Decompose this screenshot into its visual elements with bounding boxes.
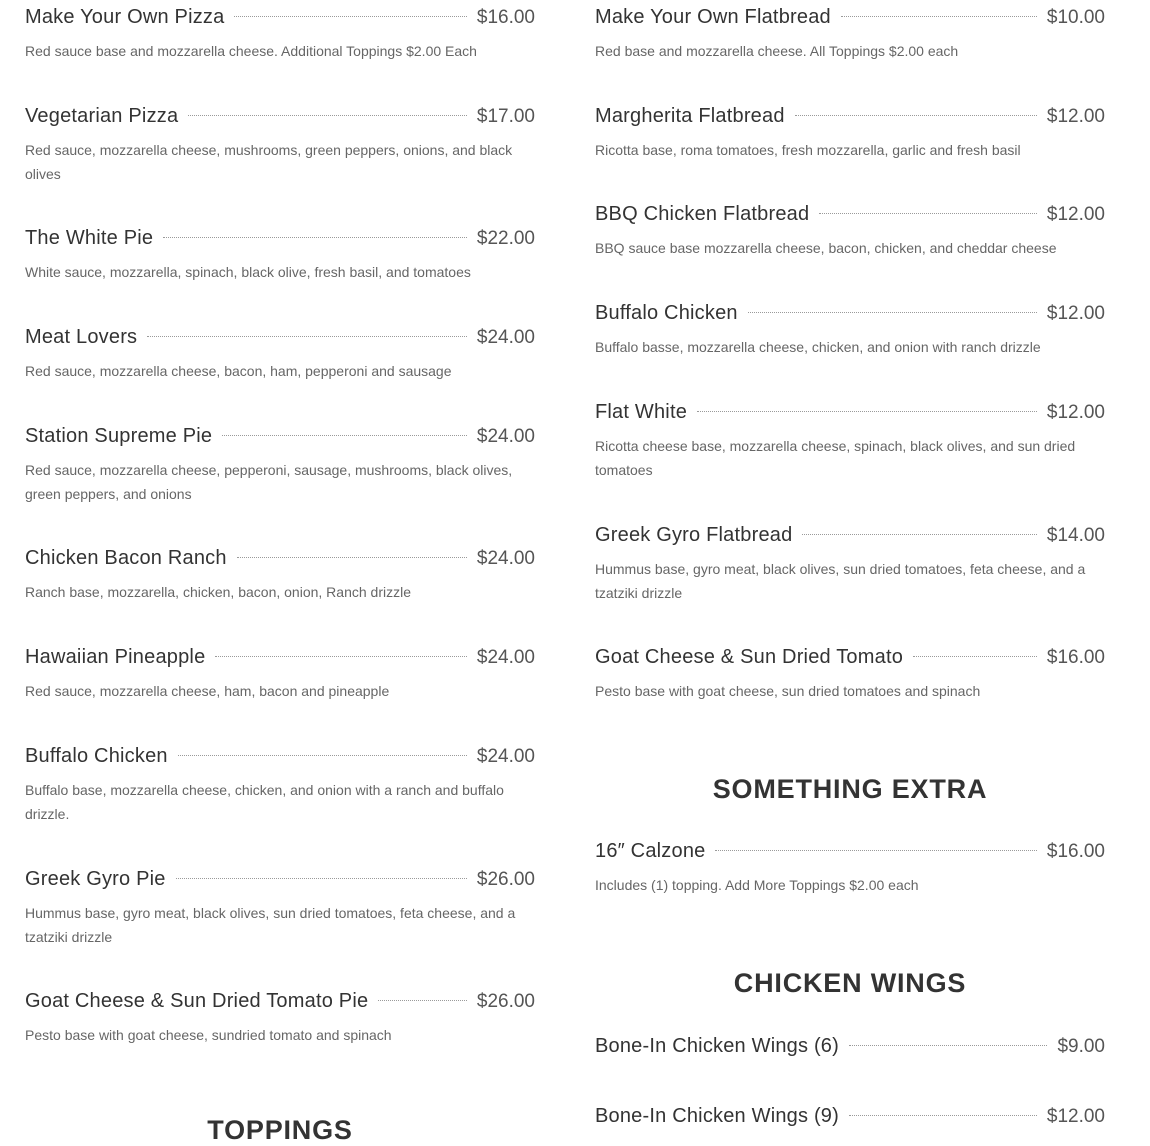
- menu-item-make-your-own-pizza: [25, 6, 535, 64]
- section-title-something-extra: SOMETHING EXTRA: [712, 774, 988, 804]
- item-description: Red sauce, mozzarella cheese, bacon, ham, pepperoni and sausage: [25, 363, 452, 379]
- menu-item-hawaiian-pineapple: [25, 646, 535, 704]
- menu-item-buffalo-chicken-flatbread: [595, 302, 1105, 360]
- item-price: $14.00: [1046, 525, 1105, 546]
- item-description: Red sauce, mozzarella cheese, ham, bacon and pineapple: [25, 683, 390, 699]
- menu-item-station-supreme-pie: [25, 425, 535, 506]
- item-name: Greek Gyro Flatbread: [595, 524, 793, 546]
- item-description: Pesto base with goat cheese, sundried tomato and spinach: [25, 1027, 392, 1043]
- item-description: Includes (1) topping. Add More Toppings $2.00 each: [595, 877, 919, 893]
- dotted-leader: [849, 1045, 1047, 1046]
- item-price: $24.00: [476, 647, 535, 668]
- item-description: Ricotta base, roma tomatoes, fresh mozzarella, garlic and fresh basil: [595, 142, 1021, 158]
- menu-item-make-your-own-flatbread: [595, 6, 1105, 64]
- item-price: $12.00: [1046, 402, 1105, 423]
- item-name: Goat Cheese & Sun Dried Tomato Pie: [25, 990, 369, 1012]
- menu-item-header: [25, 326, 535, 354]
- dotted-leader: [849, 1115, 1037, 1116]
- item-name: Meat Lovers: [25, 326, 138, 348]
- item-description: Buffalo base, mozzarella cheese, chicken, and onion with a ranch and buffalo drizzle.: [25, 782, 504, 822]
- item-name: Make Your Own Pizza: [25, 6, 225, 28]
- menu-item-header: [25, 6, 535, 34]
- menu-item-header: [595, 203, 1105, 231]
- menu-item-goat-cheese-sun-dried-tomato-pie: [25, 990, 535, 1048]
- menu-item-header: [595, 6, 1105, 34]
- item-price: $12.00: [1046, 106, 1105, 127]
- menu-item-bone-in-wings-6: [595, 1035, 1105, 1063]
- item-price: $24.00: [476, 746, 535, 767]
- item-name: 16″ Calzone: [595, 840, 706, 862]
- item-name: Bone-In Chicken Wings (9): [595, 1105, 839, 1127]
- item-name: BBQ Chicken Flatbread: [595, 203, 810, 225]
- menu-item-bone-in-wings-9: [595, 1105, 1105, 1133]
- menu-item-header: [595, 105, 1105, 133]
- item-name: Hawaiian Pineapple: [25, 646, 206, 668]
- section-title-toppings: TOPPINGS: [207, 1115, 353, 1145]
- dotted-leader: [913, 656, 1037, 657]
- item-description: Ricotta cheese base, mozzarella cheese, spinach, black olives, and sun dried tomatoes: [595, 438, 1076, 478]
- menu-item-header: [595, 302, 1105, 330]
- item-price: $26.00: [476, 869, 535, 890]
- menu-item-bbq-chicken-flatbread: [595, 203, 1105, 261]
- menu-item-meat-lovers: [25, 326, 535, 384]
- item-name: Goat Cheese & Sun Dried Tomato: [595, 646, 904, 668]
- dotted-leader: [188, 115, 467, 116]
- dotted-leader: [841, 16, 1037, 17]
- menu-item-chicken-bacon-ranch: [25, 547, 535, 605]
- item-name: Buffalo Chicken: [25, 745, 168, 767]
- menu-item-goat-cheese-sun-dried-tomato: [595, 646, 1105, 704]
- item-name: Bone-In Chicken Wings (6): [595, 1035, 839, 1057]
- menu-item-header: [25, 745, 535, 773]
- item-price: $22.00: [476, 228, 535, 249]
- dotted-leader: [178, 755, 467, 756]
- item-name: Greek Gyro Pie: [25, 868, 166, 890]
- dotted-leader: [697, 411, 1037, 412]
- item-description: Hummus base, gyro meat, black olives, sun dried tomatoes, feta cheese, and a tzatziki drizzle: [25, 905, 516, 945]
- item-price: $24.00: [476, 327, 535, 348]
- item-description: Red sauce base and mozzarella cheese. Additional Toppings $2.00 Each: [25, 43, 477, 59]
- dotted-leader: [378, 1000, 467, 1001]
- item-description: Buffalo basse, mozzarella cheese, chicken, and onion with ranch drizzle: [595, 339, 1041, 355]
- item-name: Vegetarian Pizza: [25, 105, 179, 127]
- item-price: $17.00: [476, 106, 535, 127]
- menu-item-header: [25, 425, 535, 453]
- item-price: $16.00: [476, 7, 535, 28]
- menu-item-header: [595, 840, 1105, 868]
- item-price: $16.00: [1046, 647, 1105, 668]
- item-description: Pesto base with goat cheese, sun dried tomatoes and spinach: [595, 683, 981, 699]
- item-name: Margherita Flatbread: [595, 105, 785, 127]
- menu-item-header: [595, 646, 1105, 674]
- dotted-leader: [819, 213, 1037, 214]
- item-description: White sauce, mozzarella, spinach, black olive, fresh basil, and tomatoes: [25, 264, 471, 280]
- item-price: $12.00: [1046, 1106, 1105, 1127]
- dotted-leader: [802, 534, 1036, 535]
- menu-item-header: [25, 646, 535, 674]
- item-price: $12.00: [1046, 204, 1105, 225]
- section-title-chicken-wings: CHICKEN WINGS: [733, 968, 967, 998]
- menu-item-header: [25, 105, 535, 133]
- dotted-leader: [176, 878, 467, 879]
- dotted-leader: [715, 850, 1036, 851]
- dotted-leader: [215, 656, 466, 657]
- menu-item-header: [25, 547, 535, 575]
- item-description: Red sauce, mozzarella cheese, mushrooms, green peppers, onions, and black olives: [25, 142, 513, 182]
- item-price: $9.00: [1057, 1036, 1105, 1057]
- menu-item-greek-gyro-flatbread: [595, 524, 1105, 605]
- menu-item-vegetarian-pizza: [25, 105, 535, 186]
- menu-item-header: [595, 401, 1105, 429]
- menu-item-the-white-pie: [25, 227, 535, 285]
- item-price: $12.00: [1046, 303, 1105, 324]
- item-name: Make Your Own Flatbread: [595, 6, 831, 28]
- menu-item-header: [25, 868, 535, 896]
- item-description: Ranch base, mozzarella, chicken, bacon, onion, Ranch drizzle: [25, 584, 411, 600]
- menu-item-flat-white: [595, 401, 1105, 482]
- item-description: Red base and mozzarella cheese. All Toppings $2.00 each: [595, 43, 959, 59]
- menu-item-header: [25, 227, 535, 255]
- menu-item-buffalo-chicken-pizza: [25, 745, 535, 826]
- menu-item-calzone: [595, 840, 1105, 898]
- item-name: Chicken Bacon Ranch: [25, 547, 227, 569]
- dotted-leader: [234, 16, 466, 17]
- menu-item-header: [25, 990, 535, 1018]
- dotted-leader: [237, 557, 467, 558]
- item-price: $24.00: [476, 548, 535, 569]
- item-description: Red sauce, mozzarella cheese, pepperoni, sausage, mushrooms, black olives, green peppers, and onions: [25, 462, 513, 502]
- menu-item-header: [595, 1105, 1105, 1133]
- menu-item-margherita-flatbread: [595, 105, 1105, 163]
- item-name: Buffalo Chicken: [595, 302, 738, 324]
- item-name: The White Pie: [25, 227, 154, 249]
- item-price: $24.00: [476, 426, 535, 447]
- dotted-leader: [163, 237, 467, 238]
- dotted-leader: [147, 336, 467, 337]
- menu-item-header: [595, 1035, 1105, 1063]
- dotted-leader: [748, 312, 1037, 313]
- item-price: $10.00: [1046, 7, 1105, 28]
- item-name: Flat White: [595, 401, 688, 423]
- menu-item-greek-gyro-pie: [25, 868, 535, 949]
- dotted-leader: [222, 435, 467, 436]
- item-description: BBQ sauce base mozzarella cheese, bacon, chicken, and cheddar cheese: [595, 240, 1057, 256]
- menu-item-header: [595, 524, 1105, 552]
- item-description: Hummus base, gyro meat, black olives, sun dried tomatoes, feta cheese, and a tzatziki drizzle: [595, 561, 1086, 601]
- dotted-leader: [795, 115, 1037, 116]
- item-name: Station Supreme Pie: [25, 425, 213, 447]
- item-price: $26.00: [476, 991, 535, 1012]
- item-price: $16.00: [1046, 841, 1105, 862]
